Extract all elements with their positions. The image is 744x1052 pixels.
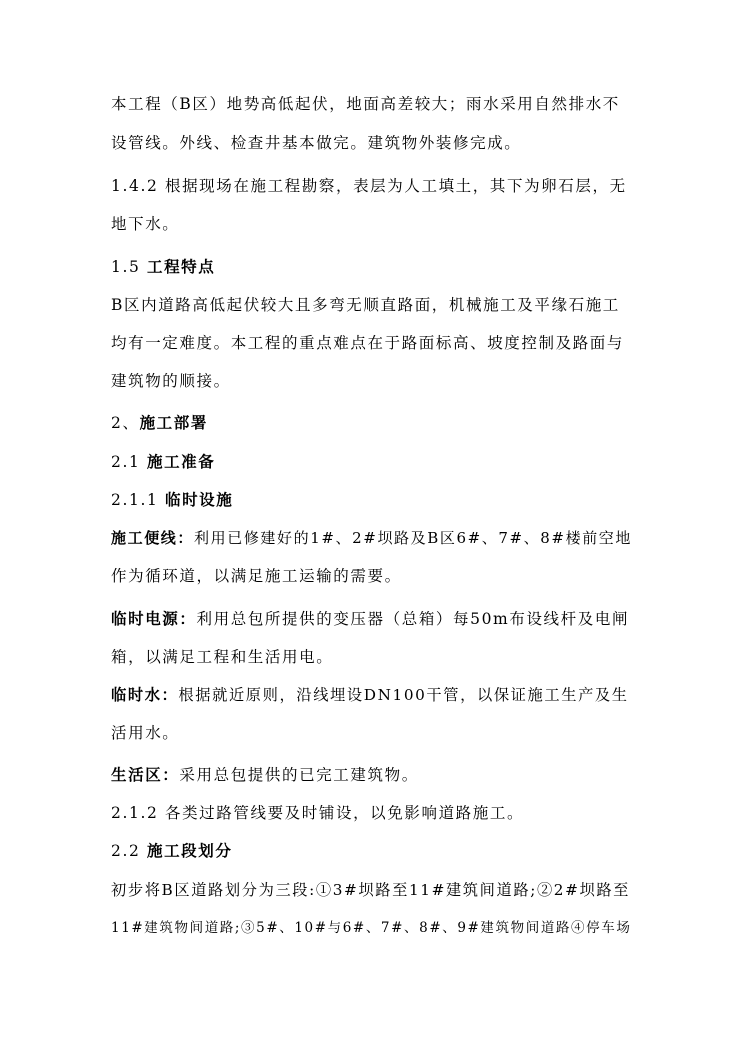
- section-title: 临时设施: [164, 490, 234, 509]
- section-number: 2、: [111, 414, 140, 432]
- paragraph-line: 活用水。: [111, 724, 180, 742]
- item-label: 临时水：: [111, 686, 179, 704]
- paragraph-line: B区内道路高低起伏较大且多弯无顺直路面，机械施工及平缘石施工: [111, 296, 620, 314]
- item-text: 利用已修建好的1#、2#坝路及B区6#、7#、8#楼前空地: [194, 529, 632, 547]
- item-construction-road: [111, 528, 633, 548]
- section-number: 2.1.1: [111, 491, 165, 509]
- section-number: 2.1: [111, 453, 147, 471]
- item-text: 根据就近原则，沿线埋设DN100干管，以保证施工生产及生: [178, 686, 629, 704]
- item-text: 利用总包所提供的变压器（总箱）每50m布设线杆及电闸: [196, 610, 630, 628]
- item-text: 采用总包提供的已完工建筑物。: [179, 766, 419, 784]
- section-title: 施工段划分: [146, 841, 233, 860]
- item-label: 施工便线：: [111, 529, 195, 547]
- paragraph-line: 11#建筑物间道路;③5#、10#与6#、7#、8#、9#建筑物间道路④停车场: [111, 920, 632, 936]
- paragraph-line: 设管线。外线、检查井基本做完。建筑物外装修完成。: [111, 134, 522, 152]
- paragraph-line: 本工程（B区）地势高低起伏，地面高差较大；雨水采用自然排水不: [111, 95, 620, 113]
- paragraph-line: 1.4.2 根据现场在施工程勘察，表层为人工填土，其下为卵石层，无: [111, 177, 627, 195]
- section-number: 2.2: [111, 842, 147, 860]
- item-label: 临时电源：: [111, 609, 197, 628]
- paragraph-line: 均有一定难度。本工程的重点难点在于路面标高、坡度控制及路面与: [111, 334, 625, 352]
- paragraph-line: 2.1.2 各类过路管线要及时铺设，以免影响道路施工。: [111, 804, 525, 822]
- item-label: 生活区：: [111, 765, 180, 784]
- section-heading-2-2: [111, 841, 633, 861]
- paragraph-line: 初步将B区道路划分为三段:①3#坝路至11#建筑间道路;②2#坝路至: [111, 881, 631, 899]
- section-title: 施工部署: [139, 413, 208, 432]
- paragraph-line: 箱，以满足工程和生活用电。: [111, 648, 334, 666]
- item-temporary-power: [111, 609, 633, 629]
- section-title: 工程特点: [146, 257, 216, 276]
- item-temporary-water: [111, 685, 633, 705]
- item-living-area: [111, 765, 633, 785]
- section-title: 施工准备: [146, 452, 216, 471]
- section-heading-2: [111, 413, 633, 433]
- paragraph-line: 地下水。: [111, 215, 180, 233]
- section-heading-2-1: [111, 452, 633, 472]
- section-number: 1.5: [111, 258, 147, 276]
- section-heading-2-1-1: [111, 490, 633, 510]
- paragraph-line: 建筑物的顺接。: [111, 372, 231, 390]
- paragraph-line: 作为循环道，以满足施工运输的需要。: [111, 567, 402, 585]
- section-heading-1-5: [111, 257, 633, 277]
